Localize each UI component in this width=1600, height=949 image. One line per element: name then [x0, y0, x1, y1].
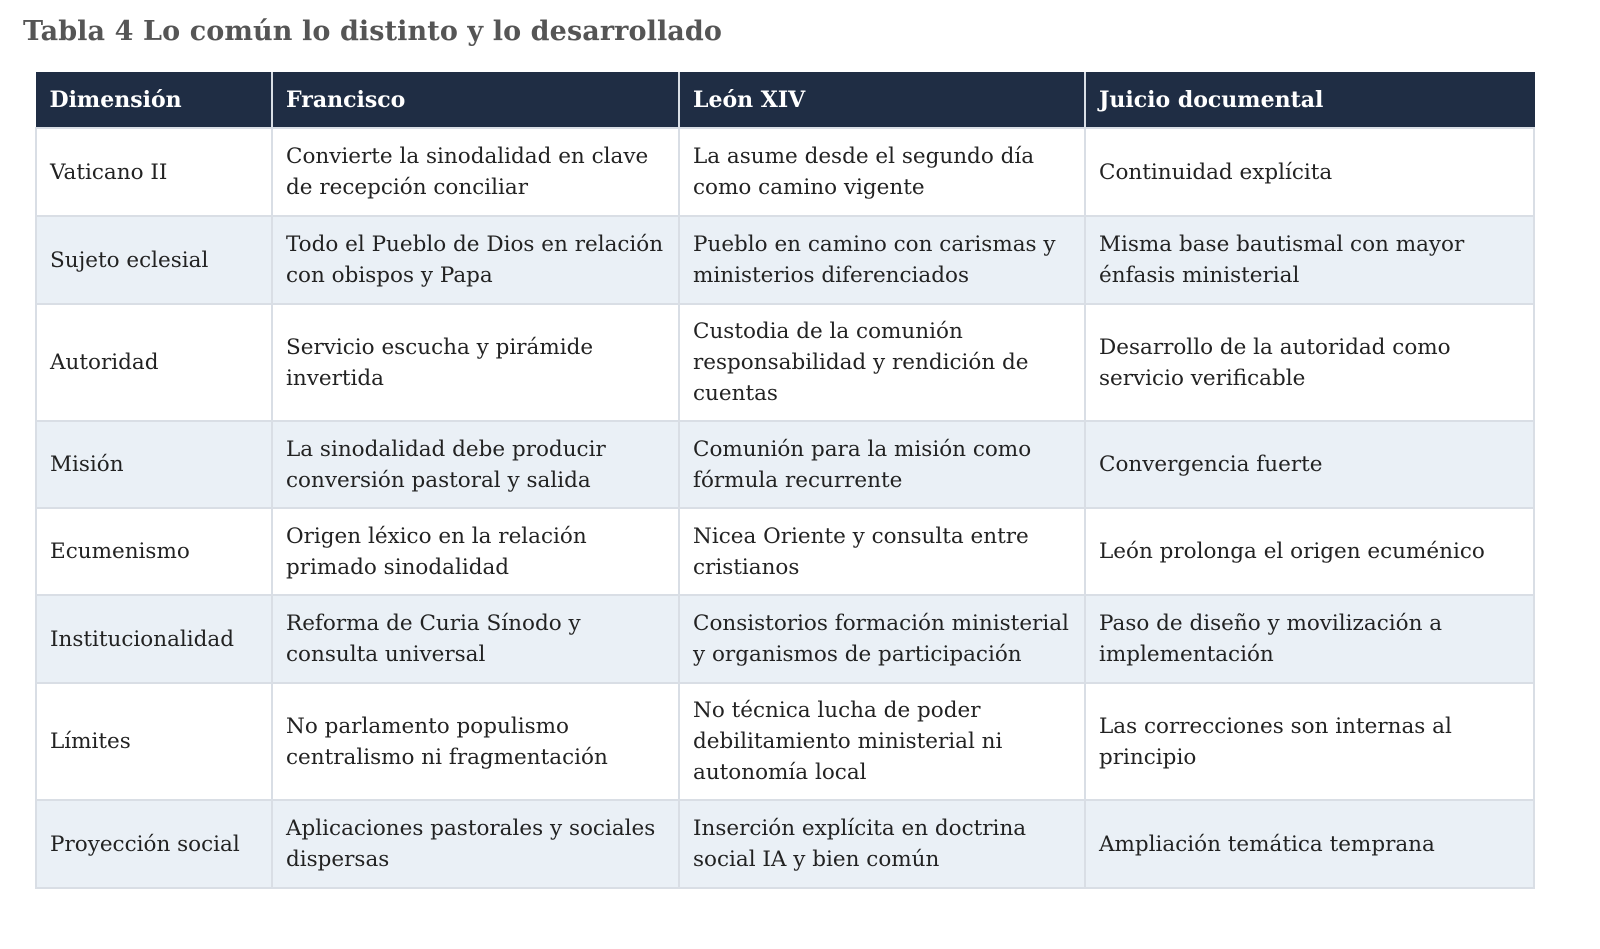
table-row [36, 216, 1534, 304]
cell-dimension: Límites [36, 683, 272, 800]
table-row [36, 304, 1534, 421]
cell-leon: Inserción explícita en doctrina social IA y bien común [679, 800, 1085, 888]
table-row [36, 508, 1534, 595]
cell-francisco: La sinodalidad debe producir conversión pastoral y salida [272, 421, 679, 508]
cell-juicio: Continuidad explícita [1085, 128, 1534, 216]
table-row [36, 683, 1534, 800]
header-row [36, 72, 1534, 128]
cell-dimension: Misión [36, 421, 272, 508]
cell-francisco: Aplicaciones pastorales y sociales dispersas [272, 800, 679, 888]
table-caption: Tabla 4 Lo común lo distinto y lo desarrollado [23, 16, 722, 47]
cell-francisco: Todo el Pueblo de Dios en relación con obispos y Papa [272, 216, 679, 304]
cell-juicio: Misma base bautismal con mayor énfasis ministerial [1085, 216, 1534, 304]
column-header-leon: León XIV [679, 72, 1085, 128]
column-header-juicio: Juicio documental [1085, 72, 1534, 128]
cell-dimension: Autoridad [36, 304, 272, 421]
column-header-dimension: Dimensión [36, 72, 272, 128]
cell-dimension: Proyección social [36, 800, 272, 888]
cell-juicio: Desarrollo de la autoridad como servicio verificable [1085, 304, 1534, 421]
cell-dimension: Sujeto eclesial [36, 216, 272, 304]
cell-dimension: Vaticano II [36, 128, 272, 216]
table-row [36, 800, 1534, 888]
comparison-table [35, 72, 1535, 889]
table-row [36, 595, 1534, 683]
cell-francisco: Reforma de Curia Sínodo y consulta universal [272, 595, 679, 683]
cell-leon: Custodia de la comunión responsabilidad y rendición de cuentas [679, 304, 1085, 421]
cell-juicio: León prolonga el origen ecuménico [1085, 508, 1534, 595]
cell-leon: Comunión para la misión como fórmula recurrente [679, 421, 1085, 508]
cell-leon: No técnica lucha de poder debilitamiento ministerial ni autonomía local [679, 683, 1085, 800]
cell-juicio: Ampliación temática temprana [1085, 800, 1534, 888]
cell-leon: Pueblo en camino con carismas y ministerios diferenciados [679, 216, 1085, 304]
cell-leon: La asume desde el segundo día como camino vigente [679, 128, 1085, 216]
table-row [36, 128, 1534, 216]
cell-juicio: Convergencia fuerte [1085, 421, 1534, 508]
cell-dimension: Institucionalidad [36, 595, 272, 683]
table-row [36, 421, 1534, 508]
cell-francisco: Origen léxico en la relación primado sinodalidad [272, 508, 679, 595]
column-header-francisco: Francisco [272, 72, 679, 128]
cell-leon: Nicea Oriente y consulta entre cristianos [679, 508, 1085, 595]
cell-juicio: Paso de diseño y movilización a implementación [1085, 595, 1534, 683]
cell-francisco: No parlamento populismo centralismo ni fragmentación [272, 683, 679, 800]
cell-dimension: Ecumenismo [36, 508, 272, 595]
cell-leon: Consistorios formación ministerial y organismos de participación [679, 595, 1085, 683]
cell-francisco: Convierte la sinodalidad en clave de recepción conciliar [272, 128, 679, 216]
cell-francisco: Servicio escucha y pirámide invertida [272, 304, 679, 421]
cell-juicio: Las correcciones son internas al principio [1085, 683, 1534, 800]
